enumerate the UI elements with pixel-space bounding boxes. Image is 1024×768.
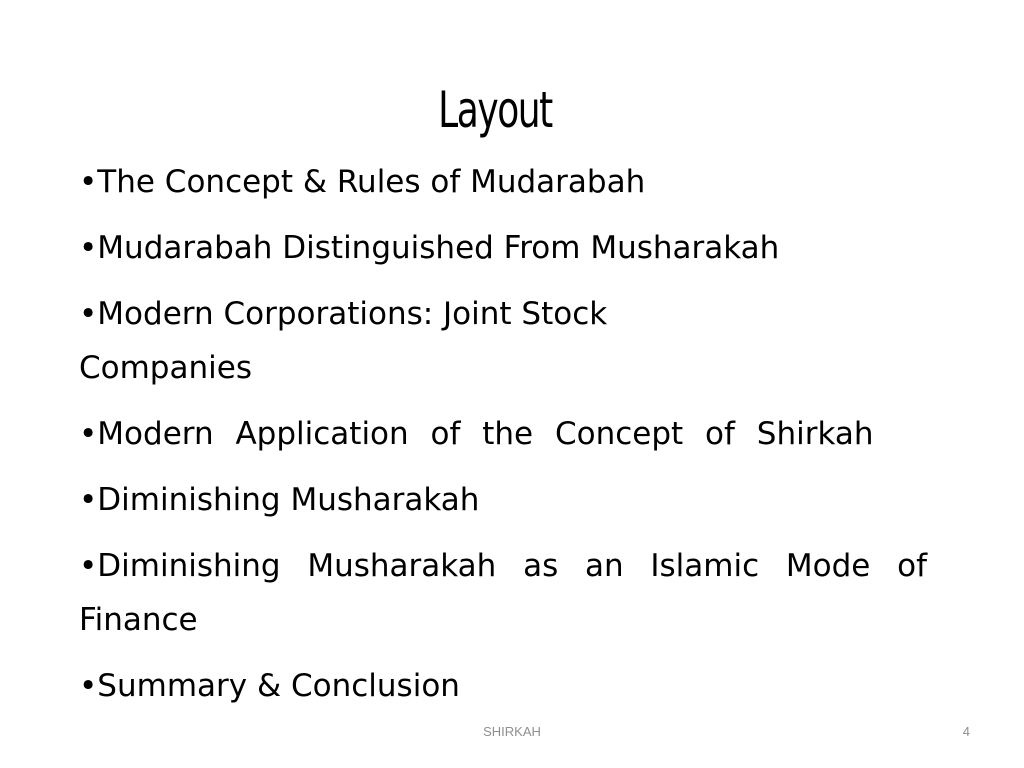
bullet-item bbox=[79, 287, 729, 395]
footer-label: SHIRKAH bbox=[483, 724, 541, 739]
bullet-marker: • bbox=[79, 668, 98, 704]
bullet-text: Modern Corporations: Joint Stock Companies bbox=[79, 296, 608, 386]
bullet-text: The Concept & Rules of Mudarabah bbox=[97, 164, 646, 200]
bullet-item bbox=[79, 221, 927, 275]
bullet-item bbox=[79, 539, 927, 647]
bullet-marker: • bbox=[79, 164, 98, 200]
bullet-text: Summary & Conclusion bbox=[97, 668, 460, 704]
bullet-text: Diminishing Musharakah as an Islamic Mode of Finance bbox=[79, 548, 927, 638]
bullet-marker: • bbox=[79, 482, 98, 518]
bullet-marker: • bbox=[79, 230, 98, 266]
bullet-text: Mudarabah Distinguished From Musharakah bbox=[97, 230, 780, 266]
bullet-item bbox=[79, 659, 927, 713]
bullet-marker: • bbox=[79, 548, 98, 584]
bullet-text: Modern Application of the Concept of Shirkah bbox=[97, 416, 874, 452]
bullet-item bbox=[79, 155, 927, 209]
bullet-marker: • bbox=[79, 296, 98, 332]
bullet-marker: • bbox=[79, 416, 98, 452]
page-number: 4 bbox=[962, 724, 970, 739]
bullet-item bbox=[79, 473, 927, 527]
bullet-item bbox=[79, 407, 927, 461]
bullet-text: Diminishing Musharakah bbox=[97, 482, 480, 518]
slide-title: Layout bbox=[438, 81, 552, 139]
bullet-list bbox=[79, 155, 927, 725]
